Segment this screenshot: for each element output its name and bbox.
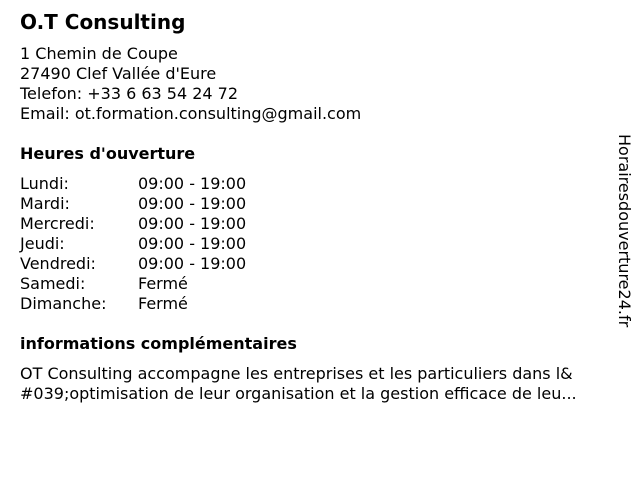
hours-heading: Heures d'ouverture [20,144,196,163]
day-hours: 09:00 - 19:00 [138,234,247,253]
day-label: Mardi: [20,194,70,213]
site-watermark: Horairesdouverture24.fr [615,134,634,328]
day-hours: Fermé [138,274,188,293]
description-line: #039;optimisation de leur organisation et la gestion efficace de leu... [20,384,577,403]
business-name: O.T Consulting [20,10,186,34]
day-label: Vendredi: [20,254,96,273]
contact-block [20,44,361,124]
day-hours: Fermé [138,294,188,313]
phone-number: Telefon: +33 6 63 54 24 72 [20,84,239,103]
day-label: Dimanche: [20,294,107,313]
email-address: Email: ot.formation.consulting@gmail.com [20,104,362,123]
hours-row-friday [20,254,246,274]
description-line: OT Consulting accompagne les entreprises et les particuliers dans l& [20,364,573,383]
day-hours: 09:00 - 19:00 [138,254,247,273]
hours-table [20,174,246,314]
day-hours: 09:00 - 19:00 [138,194,247,213]
day-label: Samedi: [20,274,86,293]
description-text [20,364,630,404]
hours-row-saturday [20,274,246,294]
hours-row-thursday [20,234,246,254]
address-street: 1 Chemin de Coupe [20,44,178,63]
hours-row-wednesday [20,214,246,234]
day-label: Jeudi: [20,234,65,253]
day-label: Lundi: [20,174,69,193]
day-hours: 09:00 - 19:00 [138,174,247,193]
address-city: 27490 Clef Vallée d'Eure [20,64,217,83]
hours-row-sunday [20,294,246,314]
day-hours: 09:00 - 19:00 [138,214,247,233]
hours-row-tuesday [20,194,246,214]
day-label: Mercredi: [20,214,95,233]
info-heading: informations complémentaires [20,334,297,353]
hours-row-monday [20,174,246,194]
